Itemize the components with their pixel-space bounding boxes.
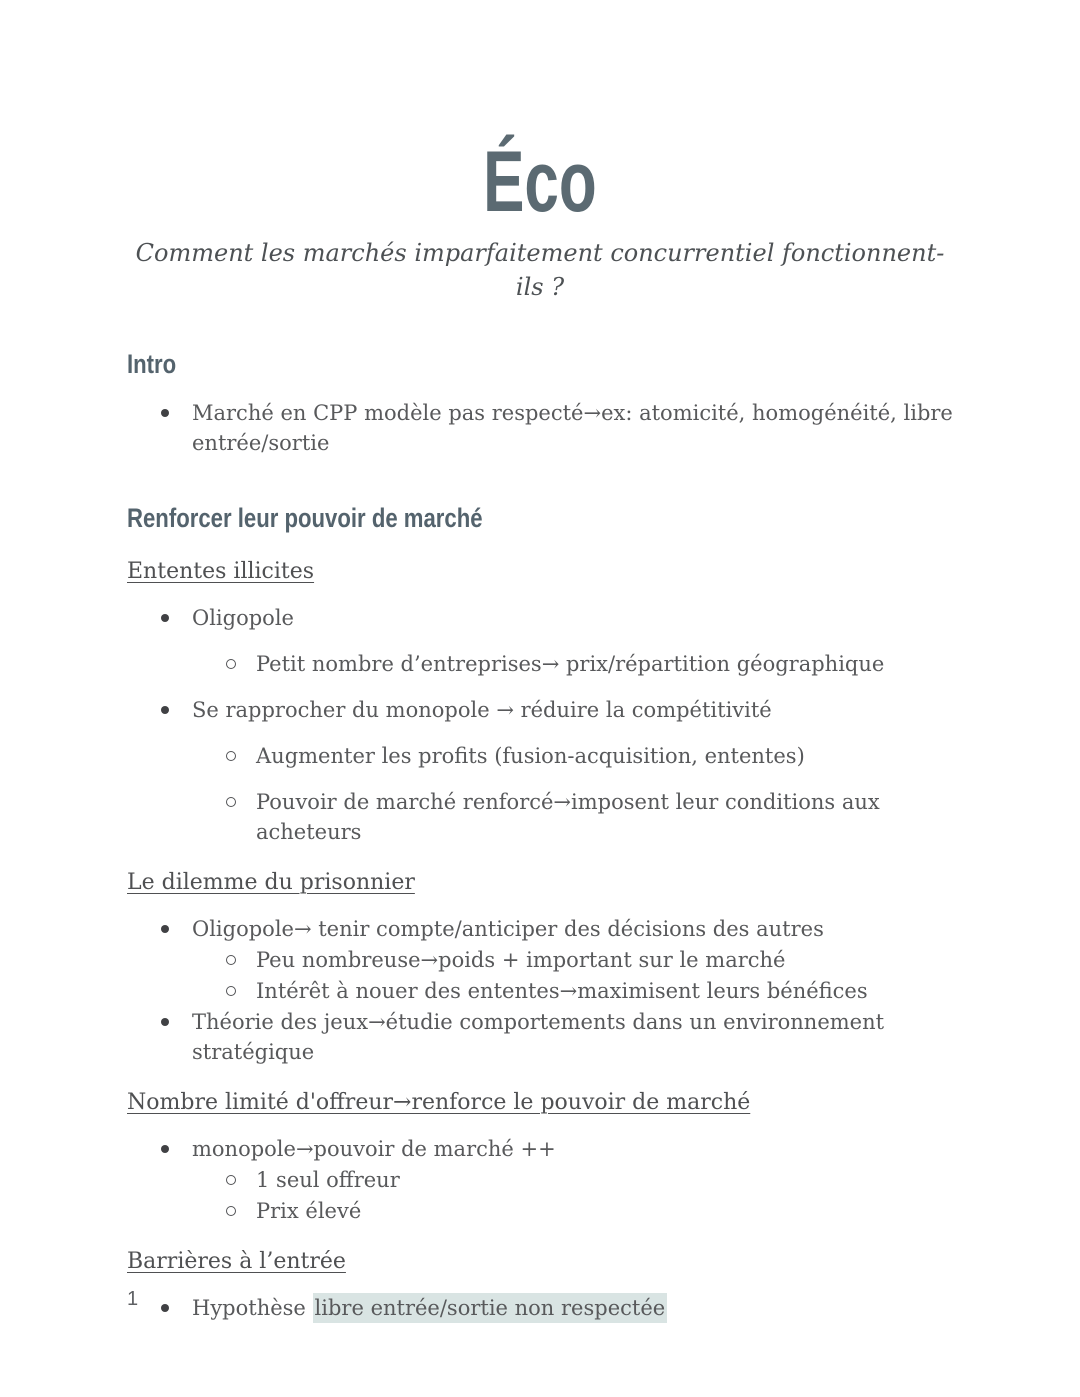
bullet-marker-cell [127,695,192,714]
subsection-heading-text: Nombre limité d'offreur→renforce le pouvoir de marché [127,1090,751,1115]
subsection-heading [127,868,953,898]
document-content [127,0,953,1323]
title-row [127,132,953,232]
bullet-marker-cell [127,649,256,669]
list-item [127,914,953,944]
subsection-heading-text: Barrières à l’entrée [127,1249,346,1274]
list-item [127,603,953,633]
bullet-marker-cell [127,787,256,807]
section-heading-row [127,346,953,382]
subsection-heading [127,557,953,587]
section-heading-row [127,500,953,536]
text-run: monopole→pouvoir de marché ++ [192,1137,556,1161]
bullet-disc-icon [161,1145,169,1153]
text-run: Hypothèse [192,1296,313,1320]
text-run: Pouvoir de marché renforcé→imposent leur conditions aux acheteurs [256,790,880,844]
list-item [127,695,953,725]
bullet-circle-icon [226,986,236,996]
list-item-text [256,741,953,771]
page-number: 1 [127,1288,139,1310]
subsection-heading [127,1088,953,1118]
doc-subtitle: Comment les marchés imparfaitement concurrentiel fonctionnent-ils ? [135,239,945,301]
list-item [127,1007,953,1067]
list-item [127,1196,953,1226]
list-item [127,649,953,679]
bullet-circle-icon [226,1206,236,1216]
list-item [127,741,953,771]
list-item-text [192,914,953,944]
text-run: Augmenter les profits (fusion-acquisition, ententes) [256,744,805,768]
list-item-text [192,398,953,458]
list-item-text [256,787,953,847]
bullet-disc-icon [161,409,169,417]
subsection-heading [127,1247,953,1277]
list-item-text [256,649,953,679]
list-item-text [256,1165,953,1195]
doc-title: Éco [483,134,597,230]
text-run: Oligopole→ tenir compte/anticiper des décisions des autres [192,917,824,941]
bullet-marker-cell [127,914,192,933]
bullet-disc-icon [161,1018,169,1026]
text-run: Se rapprocher du monopole → réduire la compétitivité [192,698,772,722]
bullet-marker-cell [127,1007,192,1026]
list-item [127,787,953,847]
subtitle-row [127,236,953,304]
bullet-marker-cell [127,976,256,996]
subsection-heading-text: Ententes illicites [127,559,315,584]
bullet-disc-icon [161,706,169,714]
subsection-heading-text: Le dilemme du prisonnier [127,870,415,895]
bullet-marker-cell [127,1134,192,1153]
list-item [127,398,953,458]
bullet-disc-icon [161,925,169,933]
highlighted-text: libre entrée/sortie non respectée [313,1293,668,1323]
list-item [127,1293,953,1323]
bullet-circle-icon [226,1175,236,1185]
bullet-circle-icon [226,659,236,669]
bullet-marker-cell [127,1196,256,1216]
list-item-text [256,945,953,975]
bullet-marker-cell [127,398,192,417]
bullet-disc-icon [161,1304,169,1312]
bullet-marker-cell [127,741,256,761]
list-item [127,976,953,1006]
list-item-text [192,1293,953,1323]
section-heading: Renforcer leur pouvoir de marché [127,503,483,533]
text-run: 1 seul offreur [256,1168,400,1192]
list-item [127,1165,953,1195]
list-item-text [192,1134,953,1164]
text-run: Intérêt à nouer des ententes→maximisent leurs bénéfices [256,979,868,1003]
bullet-marker-cell [127,603,192,622]
bullet-disc-icon [161,614,169,622]
list-item-text [192,603,953,633]
bullet-marker-cell [127,945,256,965]
text-run: Petit nombre d’entreprises→ prix/répartition géographique [256,652,885,676]
list-item-text [192,1007,953,1067]
list-item [127,945,953,975]
list-item [127,1134,953,1164]
text-run: Oligopole [192,606,294,630]
list-item-text [256,976,953,1006]
list-item-text [192,695,953,725]
section-heading: Intro [127,349,177,379]
bullet-circle-icon [226,797,236,807]
text-run: Marché en CPP modèle pas respecté→ex: atomicité, homogénéité, libre entrée/sortie [192,401,953,455]
bullet-circle-icon [226,955,236,965]
text-run: Peu nombreuse→poids + important sur le marché [256,948,786,972]
bullet-marker-cell [127,1165,256,1185]
list-item-text [256,1196,953,1226]
text-run: Prix élevé [256,1199,362,1223]
bullet-circle-icon [226,751,236,761]
text-run: Théorie des jeux→étudie comportements dans un environnement stratégique [192,1010,885,1064]
